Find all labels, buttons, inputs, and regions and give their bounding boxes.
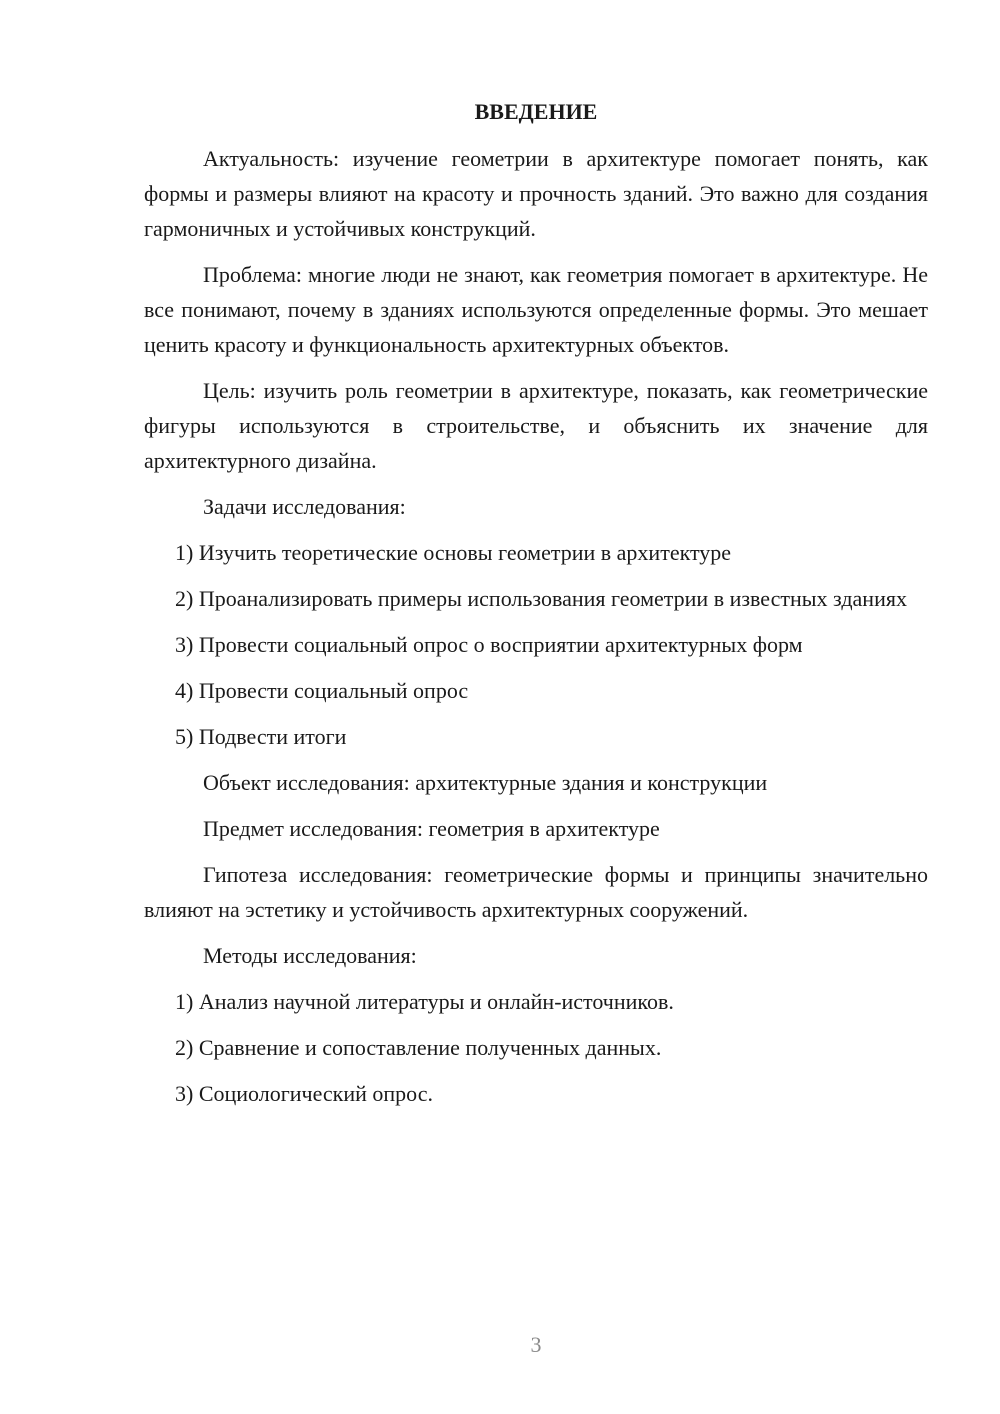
object-paragraph: Объект исследования: архитектурные здания и конструкции	[203, 770, 768, 795]
page-content	[144, 94, 928, 1122]
task-item: 3) Провести социальный опрос о восприятии архитектурных форм	[175, 632, 803, 657]
relevance-paragraph: Актуальность: изучение геометрии в архитектуре помогает понять, как формы и размеры влияют на красоту и прочность зданий. Это важно для создания гармоничных и устойчивых конструкций.	[144, 146, 928, 241]
page-title: ВВЕДЕНИЕ	[474, 99, 598, 124]
task-item: 5) Подвести итоги	[175, 724, 347, 749]
subject-paragraph: Предмет исследования: геометрия в архитектуре	[203, 816, 660, 841]
method-item: 1) Анализ научной литературы и онлайн-источников.	[175, 989, 674, 1014]
task-item: 1) Изучить теоретические основы геометрии в архитектуре	[175, 540, 732, 565]
method-item: 2) Сравнение и сопоставление полученных данных.	[175, 1035, 662, 1060]
task-item: 2) Проанализировать примеры использования геометрии в известных зданиях	[175, 586, 907, 611]
methods-heading: Методы исследования:	[203, 943, 417, 968]
page-number: 3	[530, 1332, 542, 1357]
tasks-heading: Задачи исследования:	[203, 494, 406, 519]
problem-paragraph: Проблема: многие люди не знают, как геометрия помогает в архитектуре. Не все понимают, почему в зданиях используются определенные формы. Это мешает ценить красоту и функциональность архитектурных объектов.	[144, 262, 928, 357]
task-item: 4) Провести социальный опрос	[175, 678, 469, 703]
goal-paragraph: Цель: изучить роль геометрии в архитектуре, показать, как геометрические фигуры используются в строительстве, и объяснить их значение для архитектурного дизайна.	[144, 378, 928, 473]
hypothesis-paragraph: Гипотеза исследования: геометрические формы и принципы значительно влияют на эстетику и устойчивость архитектурных сооружений.	[144, 862, 928, 922]
method-item: 3) Социологический опрос.	[175, 1081, 433, 1106]
